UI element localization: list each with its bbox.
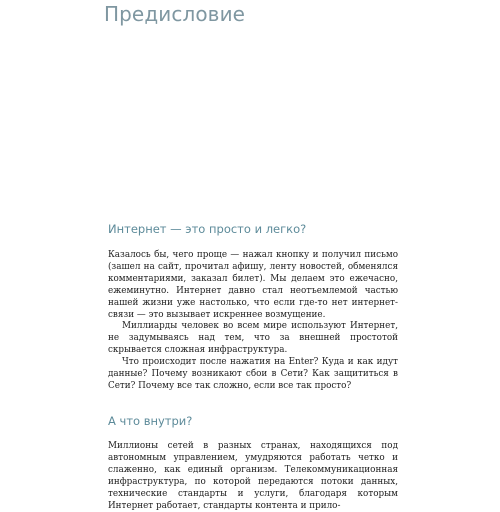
section-body-internet-simple — [108, 250, 398, 393]
paragraph: Миллионы сетей в разных странах, находящихся под автономным управлением, умудряются работать четко и слаженно, как единый организм. Телекоммуникационная инфраструктура, по которой передаются потоки данных, технические стандарты и услуги, благодаря которым Интернет работает, стандарты контента и прило- — [108, 441, 398, 511]
paragraph: Что происходит после нажатия на Enter? Куда и как идут данные? Почему возникают сбои в Сети? Как защититься в Сети? Почему все так сложно, если все так просто? — [108, 357, 398, 391]
chapter-title: Предисловие — [104, 2, 246, 26]
paragraph: Казалось бы, чего проще — нажал кнопку и получил письмо (зашел на сайт, прочитал афишу, ленту новостей, обменялся комментариями, заказал билет). Мы делаем это ежечасно, ежеминутно. Интернет давно стал неотъемлемой частью нашей жизни уже настолько, что если где-то нет интернет-связи — это вызывает искреннее возмущение. — [108, 250, 398, 320]
section-heading-internet-simple: Интернет — это просто и легко? — [108, 222, 307, 236]
paragraph: Миллиарды человек во всем мире используют Интернет, не задумываясь над тем, что за внешней простотой скрывается сложная инфраструктура. — [108, 321, 398, 356]
section-body-what-inside — [108, 441, 398, 512]
section-heading-what-inside: А что внутри? — [108, 414, 193, 428]
